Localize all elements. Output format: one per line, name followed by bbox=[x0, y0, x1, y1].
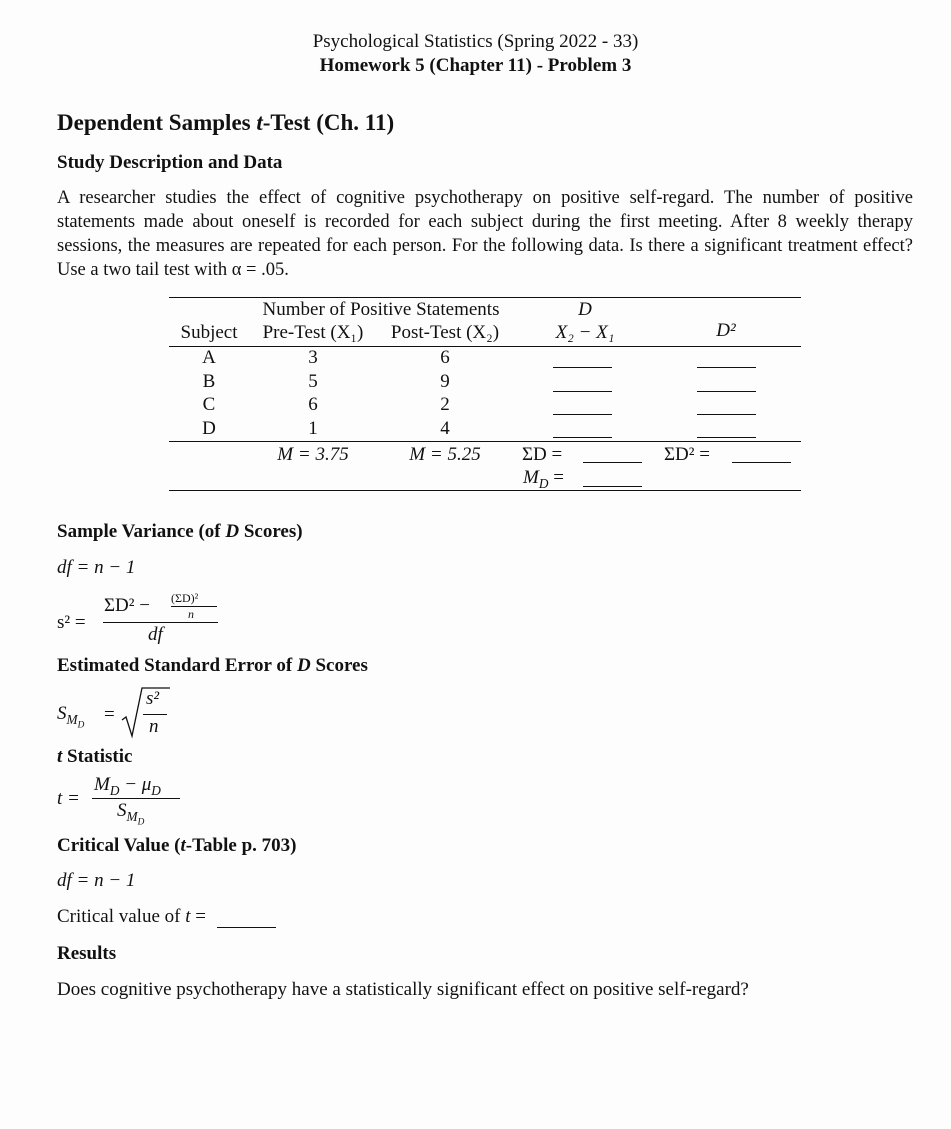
post-mean: M = 5.25 bbox=[409, 444, 481, 465]
critical-value-blank[interactable] bbox=[217, 927, 276, 928]
variance-heading bbox=[57, 521, 303, 543]
variance-df: df = n − 1 bbox=[57, 557, 136, 578]
md-m: M bbox=[523, 467, 539, 488]
variance-lhs: s² = bbox=[57, 612, 86, 633]
sum-d-label: ΣD = bbox=[522, 444, 563, 465]
d-header: D bbox=[578, 299, 592, 320]
study-description: A researcher studies the effect of cognitive psychotherapy on positive self-regard. The number of positive statements made about oneself is recorded for each subject during the first meeting. After 8 weekly therapy sessions, the measures are repeated for each person. For the following data. Is there a significant treatment effect? Use a two tail test with α = .05. bbox=[57, 188, 913, 280]
std-error-heading-post: Scores bbox=[310, 655, 368, 676]
std-error-heading bbox=[57, 655, 368, 677]
section-title bbox=[57, 110, 394, 136]
md-sub: D bbox=[538, 475, 549, 491]
table-top-rule bbox=[169, 297, 801, 298]
pre-cell: 1 bbox=[308, 418, 318, 439]
section-title-text: Dependent Samples t-Test (Ch. 11) bbox=[57, 110, 395, 135]
d-blank[interactable] bbox=[553, 367, 612, 368]
subject-cell: C bbox=[202, 394, 216, 415]
table-sum-rule bbox=[169, 441, 801, 442]
variance-num: ΣD² − bbox=[104, 595, 150, 616]
results-question: Does cognitive psychotherapy have a statistically significant effect on positive self-regard? bbox=[57, 979, 749, 1000]
pre-cell: 5 bbox=[308, 371, 318, 392]
critical-df: df = n − 1 bbox=[57, 870, 136, 891]
table-bottom-rule bbox=[169, 490, 801, 491]
d-blank[interactable] bbox=[553, 437, 612, 438]
study-heading: Study Description and Data bbox=[57, 152, 283, 173]
std-error-bar bbox=[143, 714, 167, 715]
t-stat-lhs: t = bbox=[57, 788, 80, 809]
critical-heading-pre: Critical Value ( bbox=[57, 835, 181, 856]
critical-value-label: Critical value of t = bbox=[57, 906, 206, 927]
sum-d2-blank[interactable] bbox=[732, 462, 791, 463]
variance-heading-post: Scores) bbox=[239, 521, 303, 542]
md-label bbox=[523, 467, 564, 492]
std-error-heading-var: D bbox=[296, 655, 311, 676]
sum-d-blank[interactable] bbox=[583, 462, 642, 463]
course-title: Psychological Statistics (Spring 2022 - 33) bbox=[312, 31, 639, 52]
d2-blank[interactable] bbox=[697, 437, 756, 438]
d2-blank[interactable] bbox=[697, 391, 756, 392]
t-stat-num: $M_D - \mu_D$ bbox=[94, 774, 161, 798]
group-header: Number of Positive Statements bbox=[262, 299, 500, 320]
std-error-heading-pre: Estimated Standard Error of bbox=[57, 655, 297, 676]
variance-fraction-bar bbox=[103, 622, 218, 623]
std-error-num: s² bbox=[146, 688, 160, 709]
std-error-eq: = bbox=[104, 704, 115, 725]
pre-cell: 6 bbox=[308, 394, 318, 415]
subject-header: Subject bbox=[180, 322, 238, 343]
post-cell: 6 bbox=[440, 347, 450, 368]
post-cell: 4 bbox=[440, 418, 450, 439]
t-stat-heading bbox=[57, 746, 132, 768]
md-eq: = bbox=[553, 467, 564, 488]
std-error-d: D bbox=[77, 720, 85, 731]
results-heading: Results bbox=[57, 943, 117, 964]
post-cell: 9 bbox=[440, 371, 450, 392]
post-cell: 2 bbox=[440, 394, 450, 415]
t-stat-den: $S_{M_D}$ bbox=[117, 800, 145, 828]
d2-blank[interactable] bbox=[697, 367, 756, 368]
variance-heading-pre: Sample Variance (of bbox=[57, 521, 226, 542]
diff-header: X₂ − X₁ bbox=[555, 322, 615, 343]
std-error-lhs bbox=[57, 703, 84, 730]
variance-inner-den: n bbox=[188, 607, 194, 621]
critical-heading-var: t bbox=[180, 835, 186, 856]
subject-cell: B bbox=[202, 371, 216, 392]
t-stat-bar bbox=[92, 798, 180, 799]
d-blank[interactable] bbox=[553, 391, 612, 392]
pre-mean: M = 3.75 bbox=[277, 444, 349, 465]
variance-inner-num: (ΣD)² bbox=[171, 591, 199, 605]
t-stat-heading-var: t bbox=[57, 746, 63, 767]
sum-d2-label: ΣD² = bbox=[664, 444, 710, 465]
critical-heading bbox=[57, 835, 296, 857]
d2-blank[interactable] bbox=[697, 414, 756, 415]
critical-heading-post: -Table p. 703) bbox=[185, 835, 297, 856]
std-error-den: n bbox=[149, 716, 159, 737]
pre-cell: 3 bbox=[308, 347, 318, 368]
pre-header: Pre-Test (X₁) bbox=[262, 322, 364, 343]
t-stat-heading-post: Statistic bbox=[62, 746, 133, 767]
md-blank[interactable] bbox=[583, 486, 642, 487]
subject-cell: A bbox=[202, 347, 216, 368]
std-error-s: S bbox=[57, 703, 67, 724]
variance-den: df bbox=[148, 624, 163, 645]
post-header: Post-Test (X₂) bbox=[390, 322, 500, 343]
subject-cell: D bbox=[202, 418, 216, 439]
d2-header: D² bbox=[716, 320, 736, 341]
std-error-m: MD bbox=[66, 711, 85, 731]
variance-inner-bar bbox=[171, 606, 217, 607]
assignment-title: Homework 5 (Chapter 11) - Problem 3 bbox=[319, 55, 632, 76]
d-blank[interactable] bbox=[553, 414, 612, 415]
variance-heading-var: D bbox=[225, 521, 240, 542]
